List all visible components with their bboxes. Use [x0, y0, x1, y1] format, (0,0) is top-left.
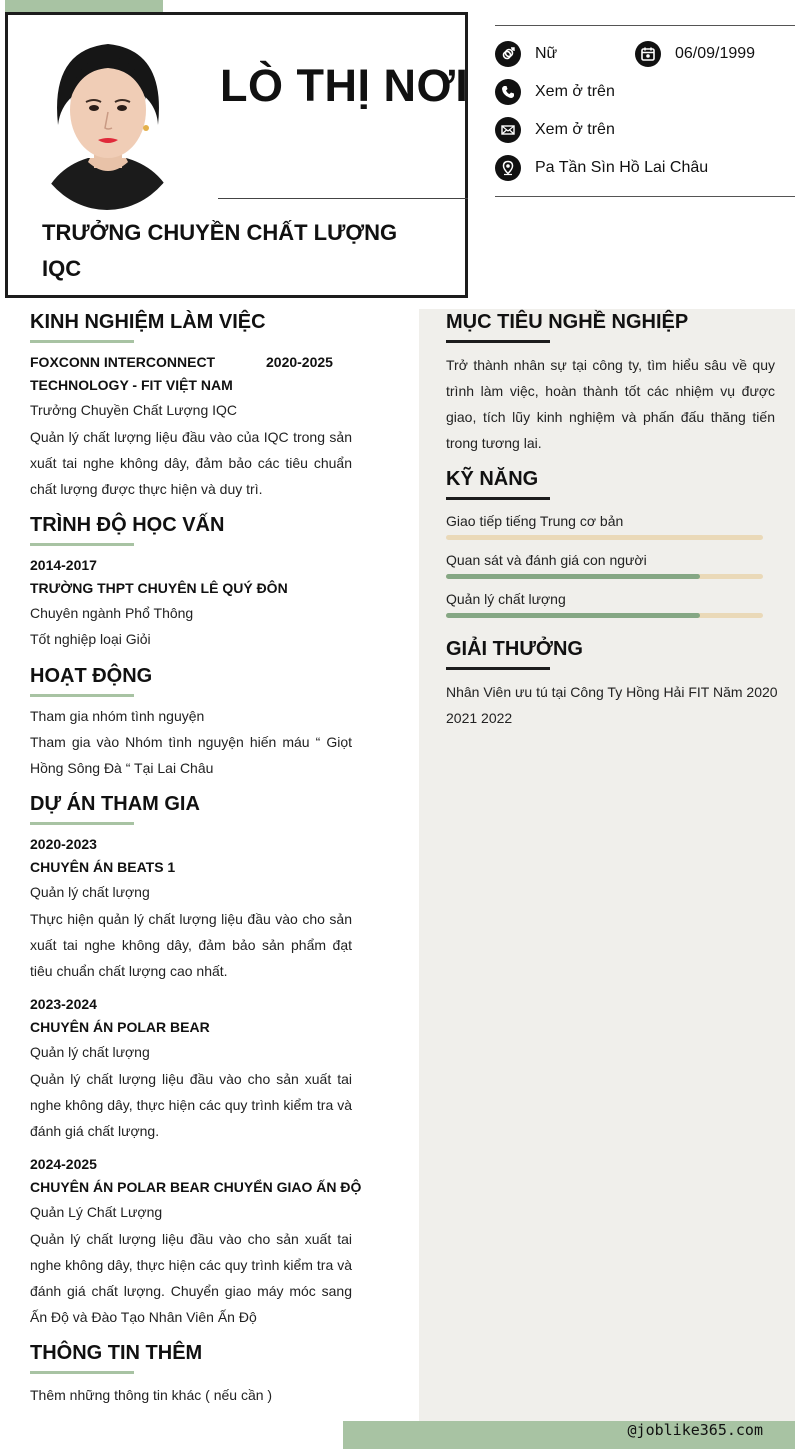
education-result: Tốt nghiệp loại Giỏi: [30, 631, 151, 647]
project-name: CHUYÊN ÁN POLAR BEAR: [30, 1019, 210, 1035]
email-value: Xem ở trên: [535, 121, 615, 138]
skill-name: Quản lý chất lượng: [446, 591, 566, 607]
experience-underline: [30, 340, 134, 343]
extra-section-title: THÔNG TIN THÊM: [30, 1342, 203, 1364]
experience-period: 2020-2025: [266, 354, 333, 370]
awards-underline: [446, 667, 550, 670]
email-icon: [495, 117, 521, 143]
contact-gender: [495, 41, 557, 67]
education-underline: [30, 543, 134, 546]
contact-phone: [495, 79, 615, 105]
birthday-value: 06/09/1999: [675, 45, 756, 62]
job-title: TRƯỞNG CHUYỀN CHẤT LƯỢNG IQC: [42, 220, 398, 281]
project-description: Thực hiện quản lý chất lượng liệu đầu vào cho sản xuất tai nghe không dây, đảm bảo sản phẩm đạt tiêu chuẩn chất lượng cao nhất.: [30, 911, 352, 979]
activity-item: Tham gia vào Nhóm tình nguyện hiến máu “ Giọt Hồng Sông Đà “ Tại Lai Châu: [30, 734, 352, 776]
experience-position: Trưởng Chuyền Chất Lượng IQC: [30, 402, 238, 418]
skill-bar: [446, 574, 763, 579]
project-period: 2024-2025: [30, 1156, 97, 1172]
awards-section-title: GIẢI THƯỞNG: [446, 638, 583, 660]
phone-icon: [495, 79, 521, 105]
skill-bar-fill: [446, 574, 700, 579]
education-major: Chuyên ngành Phổ Thông: [30, 605, 194, 621]
address-value: Pa Tần Sìn Hồ Lai Châu: [535, 159, 709, 176]
skill-bar-fill: [446, 613, 700, 618]
contact-email: [495, 117, 615, 143]
project-role: Quản Lý Chất Lượng: [30, 1204, 163, 1220]
skill-name: Quan sát và đánh giá con người: [446, 552, 647, 568]
phone-value: Xem ở trên: [535, 83, 615, 100]
header-card: [5, 12, 468, 298]
name-divider: [218, 198, 468, 199]
education-section-title: TRÌNH ĐỘ HỌC VẤN: [30, 514, 225, 536]
skill-bar: [446, 613, 763, 618]
extra-text: Thêm những thông tin khác ( nếu cần ): [30, 1387, 273, 1403]
calendar-icon: [635, 41, 661, 67]
skills-underline: [446, 497, 550, 500]
candidate-name: LÒ THỊ NƠI: [220, 60, 469, 111]
objective-section-title: MỤC TIÊU NGHỀ NGHIỆP: [446, 311, 689, 333]
education-school: TRƯỜNG THPT CHUYÊN LÊ QUÝ ĐÔN: [30, 580, 288, 596]
skill-name: Giao tiếp tiếng Trung cơ bản: [446, 513, 624, 529]
contact-birthday: [635, 41, 755, 67]
activities-underline: [30, 694, 134, 697]
objective-text: Trở thành nhân sự tại công ty, tìm hiểu sâu về quy trình làm việc, hoàn thành tốt các nhiệm vụ được giao, tích lũy kinh nghiệm và phấn đấu thăng tiến trong tương lai.: [446, 357, 775, 451]
project-description: Quản lý chất lượng liệu đầu vào cho sản xuất tai nghe không dây, thực hiện các quy trình kiểm tra và đánh giá chất lượng.: [30, 1071, 352, 1139]
avatar-illustration: [28, 30, 186, 210]
objective-underline: [446, 340, 550, 343]
activity-item: Tham gia nhóm tình nguyện: [30, 708, 205, 724]
location-pin-icon: [495, 155, 521, 181]
experience-description: Quản lý chất lượng liệu đầu vào của IQC trong sản xuất tai nghe không dây, đảm bảo các tiêu chuẩn chất lượng được thực hiện và duy trì.: [30, 429, 352, 497]
extra-underline: [30, 1371, 134, 1374]
footer-watermark: @joblike365.com: [627, 1421, 763, 1439]
activities-section-title: HOẠT ĐỘNG: [30, 665, 153, 687]
project-role: Quản lý chất lượng: [30, 1044, 150, 1060]
project-description: Quản lý chất lượng liệu đầu vào cho sản xuất tai nghe không dây, thực hiện các quy trình kiểm tra và đánh giá chất lượng. Chuyển giao máy móc sang Ấn Độ và Đào Tạo Nhân Viên Ấn Độ: [30, 1231, 352, 1325]
project-period: 2020-2023: [30, 836, 97, 852]
contact-top-divider: [495, 25, 795, 26]
projects-section-title: DỰ ÁN THAM GIA: [30, 793, 200, 815]
contact-bottom-divider: [495, 196, 795, 197]
project-name: CHUYÊN ÁN POLAR BEAR CHUYỂN GIAO ẤN ĐỘ: [30, 1179, 362, 1195]
profile-photo: [28, 30, 186, 210]
skills-section-title: KỸ NĂNG: [446, 468, 539, 490]
project-name: CHUYÊN ÁN BEATS 1: [30, 859, 176, 875]
gender-icon: [495, 41, 521, 67]
experience-company-line1: FOXCONN INTERCONNECT: [30, 354, 216, 370]
awards-text: Nhân Viên ưu tú tại Công Ty Hồng Hải FIT Năm 2020 2021 2022: [446, 684, 778, 726]
gender-value: Nữ: [535, 45, 558, 62]
project-role: Quản lý chất lượng: [30, 884, 150, 900]
education-period: 2014-2017: [30, 557, 97, 573]
skill-bar: [446, 535, 763, 540]
projects-underline: [30, 822, 134, 825]
experience-company-line2: TECHNOLOGY - FIT VIỆT NAM: [30, 377, 233, 393]
project-period: 2023-2024: [30, 996, 97, 1012]
contact-address: [495, 155, 708, 181]
experience-section-title: KINH NGHIỆM LÀM VIỆC: [30, 311, 266, 333]
